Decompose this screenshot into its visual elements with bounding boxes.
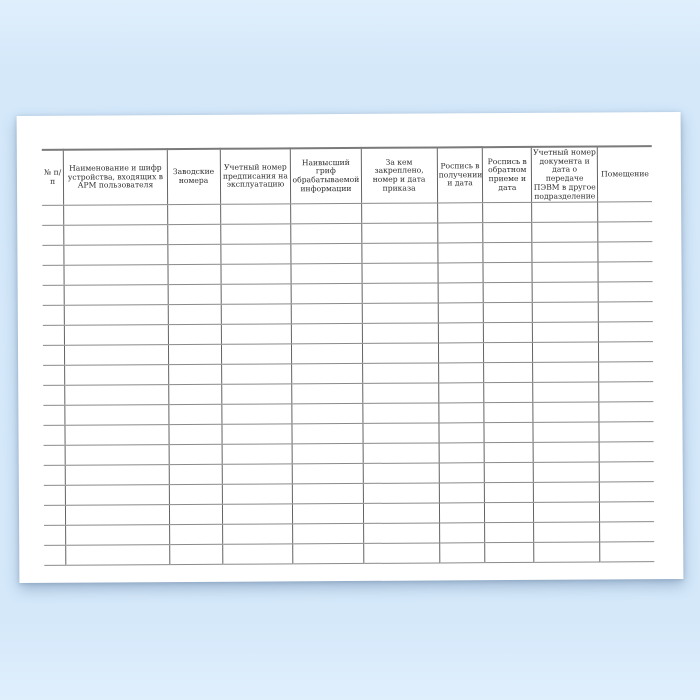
table-cell [484, 403, 533, 423]
table-cell [533, 422, 599, 442]
table-cell [65, 425, 168, 446]
table-cell [65, 305, 168, 326]
table-cell [439, 543, 485, 563]
table-cell [292, 324, 362, 344]
column-header-9: Учетный номер документа и дата о передаче ПЭВМ в другое подразделение [532, 146, 598, 202]
table-cell [599, 482, 653, 502]
table-cell [64, 265, 167, 286]
table-cell [66, 445, 169, 466]
table-cell [483, 223, 532, 243]
table-cell [438, 383, 484, 403]
table-cell [485, 443, 534, 463]
table-cell [221, 384, 292, 404]
table-cell [485, 543, 534, 563]
table-cell [438, 323, 484, 343]
table-cell [221, 344, 292, 364]
table-cell [484, 283, 533, 303]
table-cell [292, 344, 362, 364]
table-cell [42, 205, 64, 225]
table-cell [599, 342, 653, 362]
table-cell [291, 244, 361, 264]
table-cell [64, 245, 167, 266]
table-cell [168, 285, 221, 305]
table-cell [168, 405, 221, 425]
table-cell [532, 242, 598, 262]
table-cell [168, 385, 221, 405]
table-cell [292, 364, 362, 384]
table-cell [66, 465, 169, 486]
table-cell [168, 305, 221, 325]
table-cell [44, 545, 66, 565]
table-cell [599, 422, 653, 442]
table-cell [361, 263, 437, 283]
table-cell [533, 462, 599, 482]
table-cell [438, 343, 484, 363]
table-cell [221, 264, 292, 284]
table-cell [292, 404, 362, 424]
table-cell [293, 504, 363, 524]
table-cell [363, 543, 439, 563]
table-cell [362, 363, 438, 383]
table-cell [221, 324, 292, 344]
table-cell [485, 523, 534, 543]
column-header-4: Учетный номер предписания на эксплуатацию [220, 148, 291, 204]
table-cell [44, 525, 66, 545]
table-cell [362, 343, 438, 363]
table-cell [43, 385, 65, 405]
table-cell [533, 402, 599, 422]
table-cell [484, 383, 533, 403]
table-cell [169, 525, 222, 545]
table-cell [222, 504, 293, 524]
table-cell [439, 483, 485, 503]
table-cell [222, 544, 293, 564]
table-cell [363, 463, 439, 483]
table-cell [44, 445, 66, 465]
table-cell [437, 203, 483, 223]
table-cell [598, 322, 652, 342]
table-cell [222, 464, 293, 484]
table-cell [438, 363, 484, 383]
table-cell [43, 285, 65, 305]
table-cell [43, 325, 65, 345]
table-cell [220, 224, 291, 244]
table-cell [66, 505, 169, 526]
table-cell [362, 323, 438, 343]
table-cell [168, 365, 221, 385]
table-cell [599, 402, 653, 422]
table-cell [534, 482, 600, 502]
table-cell [361, 203, 437, 223]
table-cell [439, 443, 485, 463]
table-cell [532, 282, 598, 302]
table-cell [362, 283, 438, 303]
table-cell [168, 345, 221, 365]
table-cell [598, 242, 652, 262]
table-cell [483, 203, 532, 223]
table-cell [533, 342, 599, 362]
table-cell [221, 284, 292, 304]
table-cell [437, 223, 483, 243]
table-cell [599, 442, 653, 462]
table-cell [600, 502, 654, 522]
table-cell [362, 383, 438, 403]
table-cell [42, 265, 64, 285]
table-cell [169, 485, 222, 505]
table-cell [532, 222, 598, 242]
table-cell [361, 223, 437, 243]
table-cell [293, 464, 363, 484]
table-cell [291, 264, 361, 284]
table-cell [362, 303, 438, 323]
table-cell [64, 225, 167, 246]
column-header-5: Наивысший гриф обрабатываемой информации [291, 148, 361, 204]
table-cell [438, 263, 484, 283]
registration-table [42, 145, 655, 566]
table-cell [600, 522, 654, 542]
table-cell [65, 345, 168, 366]
table-cell [292, 444, 362, 464]
table-cell [221, 304, 292, 324]
table-cell [291, 224, 361, 244]
table-cell [484, 423, 533, 443]
table-cell [293, 544, 363, 564]
table-cell [65, 285, 168, 306]
table-cell [169, 465, 222, 485]
table-cell [439, 423, 485, 443]
table-cell [221, 404, 292, 424]
table-cell [65, 365, 168, 386]
table-cell [438, 283, 484, 303]
table-cell [363, 443, 439, 463]
table-cell [598, 222, 652, 242]
table-cell [484, 303, 533, 323]
table-cell [43, 425, 65, 445]
table-cell [65, 385, 168, 406]
table-cell [43, 345, 65, 365]
column-header-10: Помещение [597, 146, 652, 202]
table-cell [598, 302, 652, 322]
table-cell [533, 362, 599, 382]
table-cell [483, 243, 532, 263]
table-cell [485, 503, 534, 523]
table-cell [44, 505, 66, 525]
table-cell [533, 382, 599, 402]
table-cell [438, 243, 484, 263]
table-cell [43, 305, 65, 325]
table-cell [66, 525, 169, 546]
table-cell [44, 485, 66, 505]
table-cell [599, 382, 653, 402]
table-cell [42, 225, 64, 245]
table-cell [484, 363, 533, 383]
table-cell [362, 423, 438, 443]
journal-table [42, 145, 655, 566]
table-cell [291, 284, 361, 304]
table-cell [534, 502, 600, 522]
table-cell [485, 483, 534, 503]
table-cell [438, 303, 484, 323]
table-cell [600, 542, 654, 562]
table-cell [484, 323, 533, 343]
table-cell [220, 244, 291, 264]
table-cell [533, 442, 599, 462]
table-cell [534, 542, 600, 562]
table-cell [598, 262, 652, 282]
table-cell [291, 204, 361, 224]
table-cell [361, 243, 437, 263]
table-cell [533, 322, 599, 342]
table-cell [293, 524, 363, 544]
table-cell [66, 545, 169, 566]
table-cell [292, 424, 362, 444]
column-header-1: № п/п [42, 150, 64, 206]
table-cell [169, 505, 222, 525]
table-cell [222, 524, 293, 544]
table-cell [167, 245, 220, 265]
table-cell [485, 463, 534, 483]
table-cell [167, 205, 220, 225]
table-cell [220, 204, 291, 224]
column-header-6: За кем закреплено, номер и дата приказа [361, 147, 438, 203]
table-cell [363, 503, 439, 523]
table-cell [363, 523, 439, 543]
table-cell [484, 343, 533, 363]
table-cell [292, 304, 362, 324]
table-header-row [42, 146, 652, 205]
column-header-8: Роспись в обратном приеме и дата [483, 147, 532, 203]
table-cell [532, 262, 598, 282]
table-cell [439, 463, 485, 483]
table-cell [65, 405, 168, 426]
table-cell [362, 403, 438, 423]
table-cell [43, 405, 65, 425]
column-header-3: Заводские номера [167, 149, 220, 205]
table-cell [532, 202, 598, 222]
table-cell [439, 403, 485, 423]
table-cell [167, 225, 220, 245]
table-cell [168, 325, 221, 345]
paper-sheet [17, 112, 684, 583]
column-header-2: Наименование и шифр устройства, входящих в АРМ пользователя [64, 149, 167, 205]
table-cell [169, 425, 222, 445]
table-cell [439, 523, 485, 543]
table-cell [439, 503, 485, 523]
table-cell [293, 484, 363, 504]
table-cell [598, 282, 652, 302]
table-cell [42, 245, 64, 265]
table-row [44, 542, 654, 566]
table-cell [534, 522, 600, 542]
table-cell [64, 205, 167, 226]
table-cell [292, 384, 362, 404]
table-cell [168, 265, 221, 285]
column-header-7: Роспись в получении и дата [437, 147, 483, 203]
table-cell [599, 362, 653, 382]
table-cell [66, 485, 169, 506]
table-cell [221, 364, 292, 384]
table-cell [598, 202, 652, 222]
table-cell [169, 545, 222, 565]
table-cell [222, 424, 293, 444]
table-cell [483, 263, 532, 283]
table-cell [222, 484, 293, 504]
table-cell [532, 302, 598, 322]
table-cell [43, 365, 65, 385]
table-cell [599, 462, 653, 482]
table-cell [65, 325, 168, 346]
table-cell [169, 445, 222, 465]
table-cell [363, 483, 439, 503]
table-cell [44, 465, 66, 485]
table-cell [222, 444, 293, 464]
